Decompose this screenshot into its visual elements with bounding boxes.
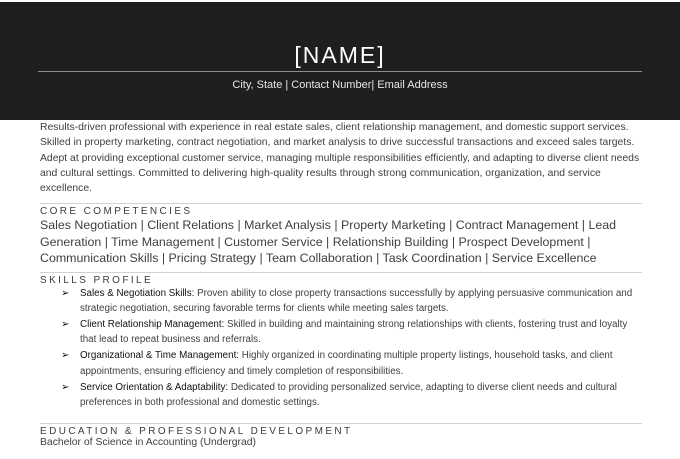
section-divider [40,203,642,204]
skill-item-service-orientation [40,380,642,411]
header-divider [38,71,642,72]
core-competencies-list: Sales Negotiation | Client Relations | Market Analysis | Property Marketing | Contract Management | Lead Generation | Time Management | Customer Service | Relationship Building | Prospect Development | Communication Skills | Pricing Strategy | Team Collaboration | Task Coordination | Service Excellence [40,218,617,266]
skill-item-client-relationship [40,317,642,348]
candidate-name: [NAME] [294,42,386,68]
core-competencies-heading: CORE COMPETENCIES [40,206,193,218]
skill-description: Proven ability to close property transactions successfully by applying persuasive communication and strategic negotiation, securing favorable terms for clients while meeting sales targets. [80,287,633,315]
resume-body [40,120,642,448]
skills-list [40,286,642,410]
skill-description: Highly organized in coordinating multiple property listings, household tasks, and client appointments, ensuring efficiency and timely completion of responsibilities. [80,350,613,377]
arrowhead-bullet-icon: ➢ [61,287,70,299]
education-heading: EDUCATION & PROFESSIONAL DEVELOPMENT [40,426,353,438]
education-degree: Bachelor of Science in Accounting (Undergrad) [40,437,257,449]
contact-line: City, State | Contact Number| Email Address [232,79,448,91]
skills-profile-heading: SKILLS PROFILE [40,274,154,286]
section-divider [40,272,642,273]
section-divider [40,423,642,424]
arrowhead-bullet-icon: ➢ [61,350,70,362]
skill-title: Sales & Negotiation Skills: [80,287,195,299]
skill-item-organizational-time [40,348,642,379]
skill-title: Organizational & Time Management: [80,350,240,362]
skill-description: Dedicated to providing personalized service, adapting to diverse client needs and cultural preferences in both professional and domestic settings. [80,381,617,408]
professional-summary: Results-driven professional with experience in real estate sales, client relationship management, and domestic support services. Skilled in property marketing, contract negotiation, and market analysis to drive successful transactions and exceed sales targets. Adept at providing exceptional customer service, managing multiple responsibilities efficiently, and adapting to diverse client needs and cultural settings. Committed to delivering high-quality results through strong communication, organization, and service excellence. [40,122,640,195]
arrowhead-bullet-icon: ➢ [61,319,70,331]
skill-item-sales-negotiation [40,286,642,317]
skill-description: Skilled in building and maintaining strong relationships with clients, fostering trust and loyalty that lead to repeat business and referrals. [80,319,628,346]
resume-header [0,0,680,120]
skill-title: Service Orientation & Adaptability: [80,381,229,393]
skill-title: Client Relationship Management: [80,319,225,331]
arrowhead-bullet-icon: ➢ [61,381,70,393]
